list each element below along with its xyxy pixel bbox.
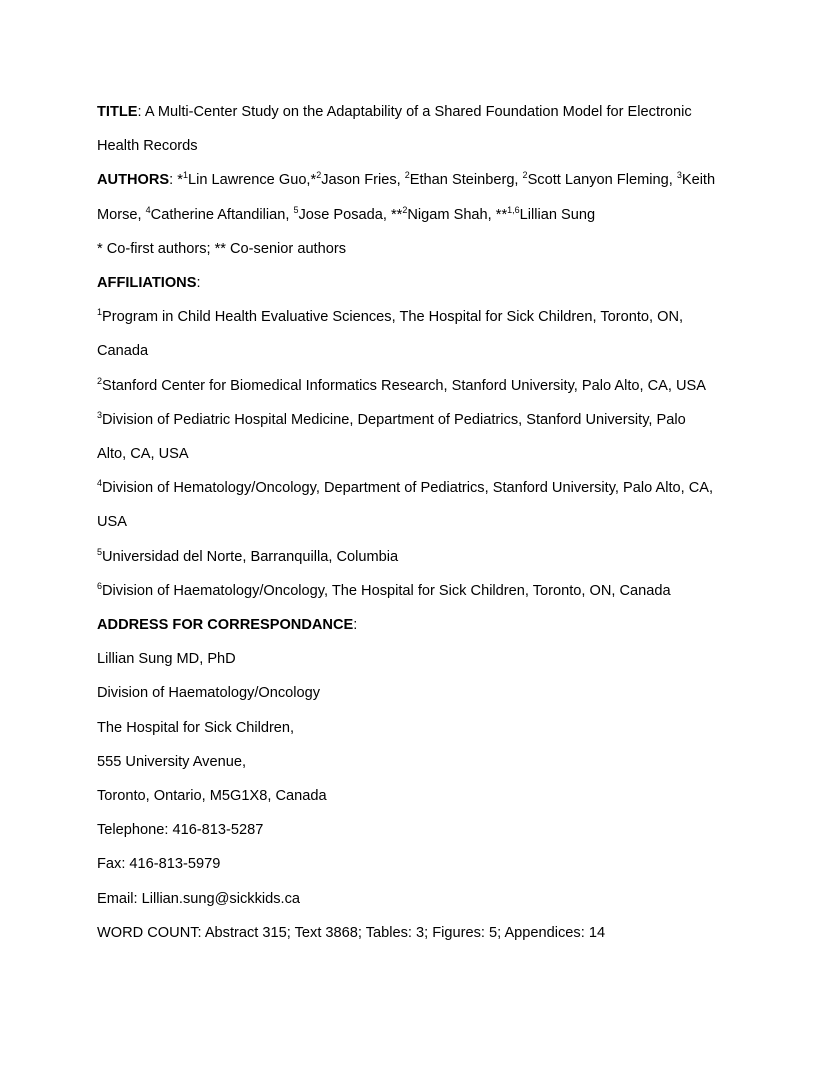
author-entry: $^5$Jose Posada, — [293, 204, 391, 223]
correspondence-city: Toronto, Ontario, M5G1X8, Canada — [97, 788, 327, 805]
author-entry: $^4$Catherine Aftandilian, — [145, 204, 294, 223]
author-name: Nigam Shah, — [407, 206, 496, 223]
author-name: Ethan Steinberg, — [409, 172, 523, 189]
author-entry: *$^1$Lin Lawrence Guo, — [177, 170, 311, 189]
correspondence-division: Division of Haematology/Oncology — [97, 685, 321, 702]
correspondence-fax: Fax: 416-813-5979 — [97, 856, 221, 873]
authors-line-continued — [97, 198, 747, 232]
author-name: Lillian Sung — [519, 206, 596, 223]
author-name: Jose Posada, — [298, 206, 391, 223]
author-name: Keith — [681, 172, 716, 189]
correspondence-institution: The Hospital for Sick Children, — [97, 719, 295, 736]
affiliation-item: $^2$Stanford Center for Biomedical Informatics Research, Stanford University, Palo Alto, CA, USA — [97, 375, 707, 394]
affiliations-label: AFFILIATIONS — [97, 275, 197, 292]
author-name: Jason Fries, — [321, 172, 405, 189]
authors-line: AUTHORS: *$^1$Lin Lawrence Guo,*$^2$Jason Fries, $^2$Ethan Steinberg, $^2$Scott Lanyon Fleming, $^3$Keith — [97, 170, 716, 189]
author-entry: *$^2$Jason Fries, — [310, 170, 405, 189]
affiliation-item-continued: USA — [97, 514, 128, 531]
affiliation-item: $^3$Division of Pediatric Hospital Medicine, Department of Pediatrics, Stanford University, Palo — [97, 409, 686, 428]
author-entry: **$^{1,6}$Lillian Sung — [495, 204, 596, 223]
authors-list-line1 — [177, 172, 715, 188]
author-name: Scott Lanyon Fleming, — [527, 172, 677, 189]
affiliation-item: $^1$Program in Child Health Evaluative Sciences, The Hospital for Sick Children, Toronto, ON, — [97, 307, 684, 326]
authors-label: AUTHORS — [97, 172, 170, 189]
affiliation-item-continued: Alto, CA, USA — [97, 446, 189, 463]
title-page — [97, 95, 747, 950]
author-entry: $^3$Keith — [676, 170, 716, 189]
author-name: Lin Lawrence Guo, — [187, 172, 311, 189]
affiliation-item: $^6$Division of Haematology/Oncology, The Hospital for Sick Children, Toronto, ON, Canada — [97, 580, 671, 599]
word-count: WORD COUNT: Abstract 315; Text 3868; Tables: 3; Figures: 5; Appendices: 14 — [97, 924, 606, 941]
correspondence-heading: ADDRESS FOR CORRESPONDANCE: — [97, 617, 358, 634]
title-label: TITLE — [97, 104, 138, 120]
author-entry: $^2$Ethan Steinberg, — [404, 170, 523, 189]
author-name: Catherine Aftandilian, — [150, 206, 294, 223]
affiliations-heading: AFFILIATIONS: — [97, 275, 201, 292]
correspondence-telephone: Telephone: 416-813-5287 — [97, 822, 264, 839]
affiliation-item: $^4$Division of Hematology/Oncology, Department of Pediatrics, Stanford University, Palo Alto, CA, — [97, 478, 714, 497]
correspondence-email: Email: Lillian.sung@sickkids.ca — [97, 890, 300, 907]
correspondence-label: ADDRESS FOR CORRESPONDANCE — [97, 617, 354, 634]
title-line-continued — [97, 129, 747, 163]
author-entry — [97, 207, 146, 223]
author-note: * Co-first authors; ** Co-senior authors — [97, 240, 347, 257]
title-text: A Multi-Center Study on the Adaptability of a Shared Foundation Model for Electronic — [144, 104, 692, 120]
title-text-continued: Health Records — [97, 138, 198, 155]
affiliation-item: $^5$Universidad del Norte, Barranquilla, Columbia — [97, 546, 399, 565]
title-line: TITLE: A Multi-Center Study on the Adaptability of a Shared Foundation Model for Electronic — [97, 104, 692, 120]
correspondence-name: Lillian Sung MD, PhD — [97, 651, 236, 668]
author-entry: $^2$Scott Lanyon Fleming, — [522, 170, 677, 189]
correspondence-street: 555 University Avenue, — [97, 753, 247, 770]
affiliation-item-continued: Canada — [97, 343, 149, 360]
author-entry: **$^2$Nigam Shah, — [390, 204, 496, 223]
author-name: Morse, — [97, 206, 146, 223]
